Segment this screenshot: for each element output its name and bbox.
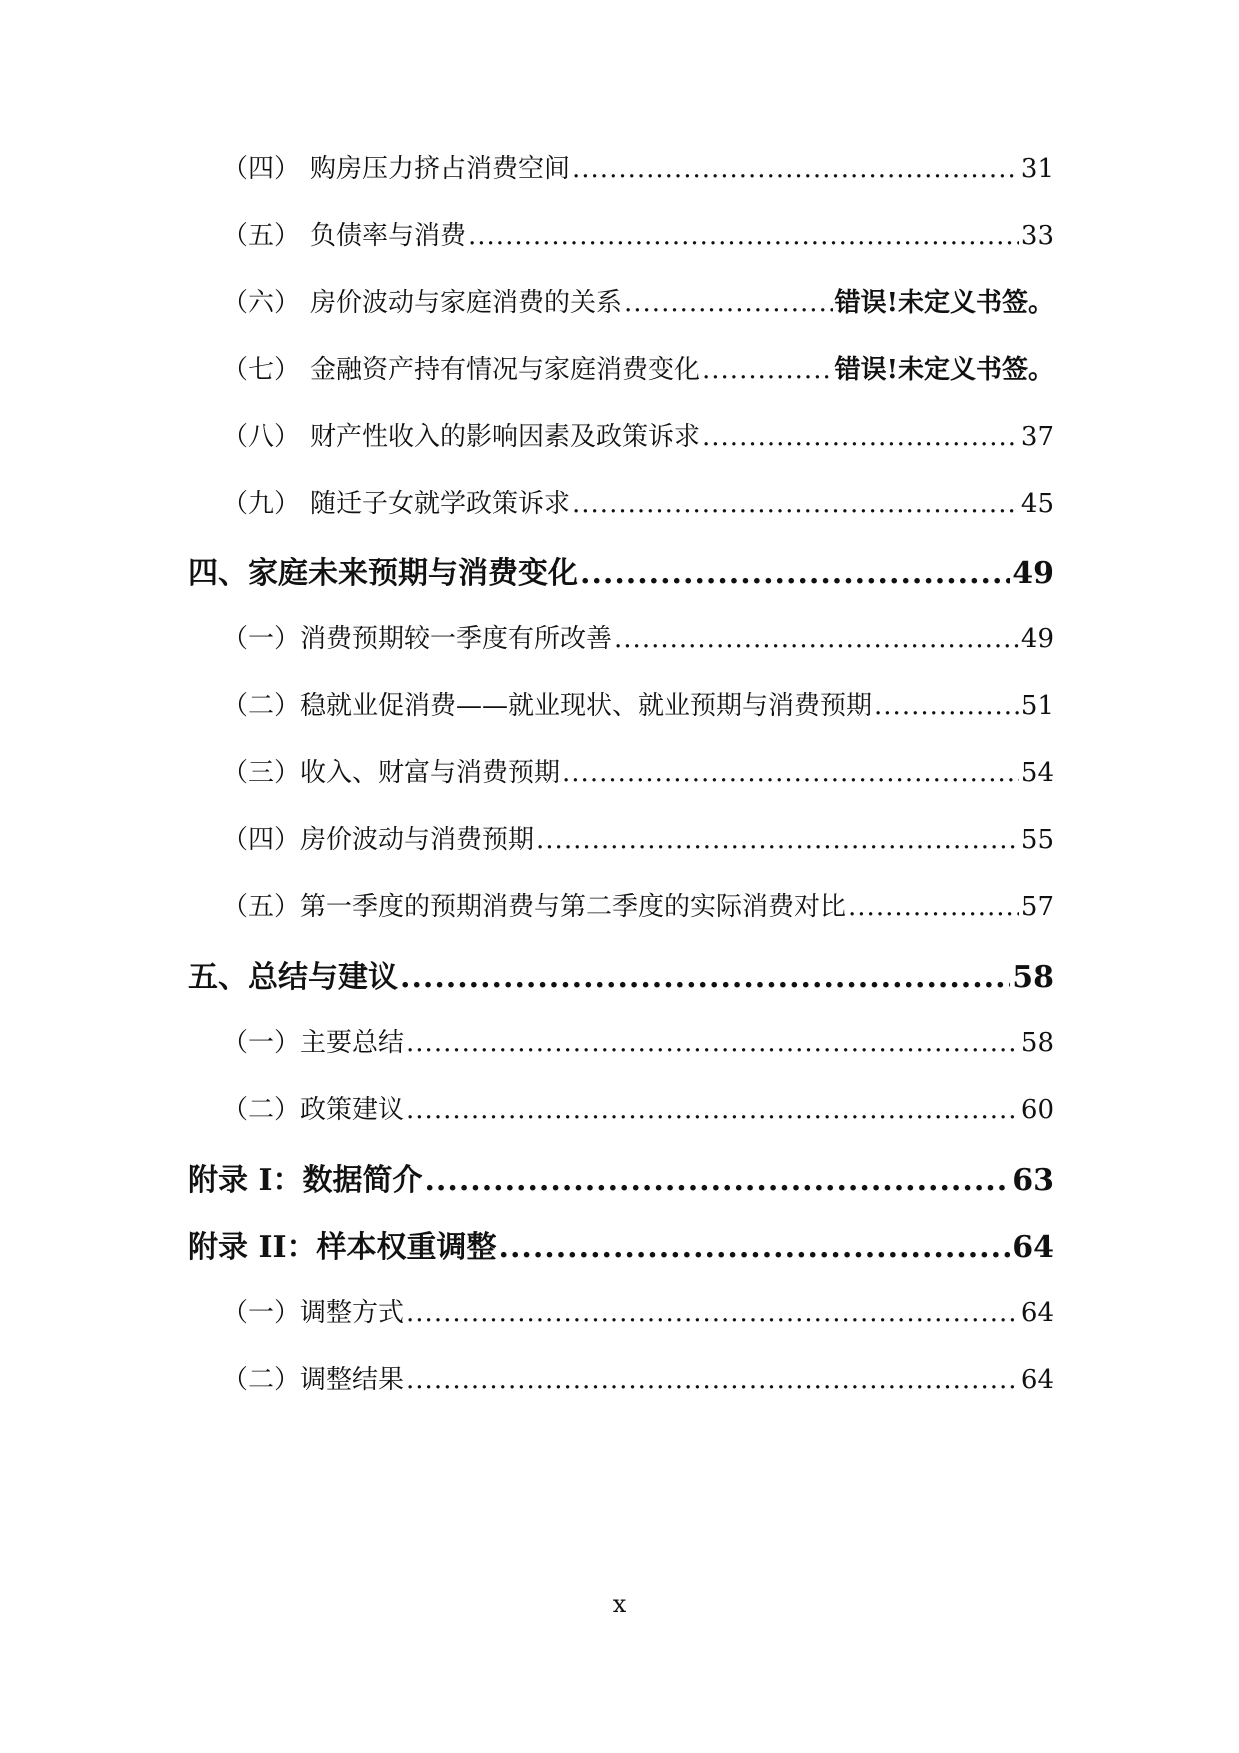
toc-entry[interactable]: [222, 618, 1054, 655]
page-footer-number: x: [612, 1590, 627, 1618]
toc-entry[interactable]: [222, 1022, 1054, 1059]
entry-title: 金融资产持有情况与家庭消费变化: [310, 355, 701, 385]
entry-title: 稳就业促消费——就业现状、就业预期与消费预期: [300, 691, 873, 721]
entry-number: （二）: [222, 691, 301, 721]
chapter-number: 附录 II：: [188, 1230, 317, 1265]
dot-leader: [702, 355, 833, 385]
entry-number: （七）: [222, 355, 301, 385]
chapter-number: 五、: [188, 960, 248, 995]
toc-chapter-entry[interactable]: [188, 548, 1054, 592]
entry-number: （一）: [222, 624, 301, 654]
chapter-title: 数据简介: [302, 1163, 423, 1198]
chapter-number: 四、: [188, 556, 248, 591]
entry-page-number: 57: [1020, 892, 1054, 922]
dot-leader: [406, 1298, 1019, 1328]
toc-chapter-entry[interactable]: [188, 1155, 1054, 1199]
entry-number: （四）: [222, 825, 301, 855]
entry-title: 主要总结: [300, 1028, 405, 1058]
dot-leader: [499, 1230, 1011, 1265]
entry-page-number: 58: [1020, 1028, 1054, 1058]
entry-number: （九）: [222, 489, 301, 519]
chapter-page-number: 63: [1012, 1163, 1054, 1198]
entry-page-number: 54: [1020, 758, 1054, 788]
entry-page-number: 45: [1020, 489, 1054, 519]
dot-leader: [572, 154, 1019, 184]
chapter-page-number: 64: [1012, 1230, 1054, 1265]
entry-number: （三）: [222, 758, 301, 788]
entry-number: （四）: [222, 154, 301, 184]
dot-leader: [406, 1095, 1019, 1125]
toc-entry[interactable]: [222, 752, 1054, 789]
entry-page-number: 31: [1020, 154, 1054, 184]
entry-number: （一）: [222, 1028, 301, 1058]
chapter-page-number: 49: [1012, 556, 1054, 591]
dot-leader: [536, 825, 1019, 855]
chapter-number: 附录 I：: [188, 1163, 303, 1198]
toc-entry[interactable]: [222, 349, 1054, 386]
toc-entry[interactable]: [222, 483, 1054, 520]
bookmark-error: 错误!未定义书签。: [834, 288, 1054, 318]
dot-leader: [572, 489, 1019, 519]
toc-chapter-entry[interactable]: [188, 1222, 1054, 1266]
entry-page-number: 60: [1020, 1095, 1054, 1125]
dot-leader: [580, 556, 1010, 591]
dot-leader: [468, 221, 1019, 251]
entry-page-number: 64: [1020, 1298, 1054, 1328]
entry-page-number: 55: [1020, 825, 1054, 855]
chapter-title: 样本权重调整: [316, 1230, 497, 1265]
dot-leader: [406, 1365, 1019, 1395]
entry-title: 第一季度的预期消费与第二季度的实际消费对比: [300, 892, 847, 922]
dot-leader: [424, 1163, 1010, 1198]
chapter-title: 家庭未来预期与消费变化: [248, 556, 578, 591]
entry-page-number: 33: [1020, 221, 1054, 251]
entry-title: 消费预期较一季度有所改善: [300, 624, 613, 654]
entry-page-number: 37: [1020, 422, 1054, 452]
entry-page-number: 49: [1020, 624, 1054, 654]
entry-title: 调整方式: [300, 1298, 405, 1328]
chapter-page-number: 58: [1012, 960, 1054, 995]
dot-leader: [702, 422, 1019, 452]
entry-number: （二）: [222, 1365, 301, 1395]
toc-entry[interactable]: [222, 819, 1054, 856]
entry-title: 政策建议: [300, 1095, 405, 1125]
dot-leader: [406, 1028, 1019, 1058]
entry-title: 随迁子女就学政策诉求: [310, 489, 571, 519]
entry-title: 调整结果: [300, 1365, 405, 1395]
toc-entry[interactable]: [222, 215, 1054, 252]
toc-chapter-entry[interactable]: [188, 952, 1054, 996]
dot-leader: [562, 758, 1019, 788]
toc-entry[interactable]: [222, 282, 1054, 319]
toc-entry[interactable]: [222, 1089, 1054, 1126]
entry-title: 财产性收入的影响因素及政策诉求: [310, 422, 701, 452]
toc-entry[interactable]: [222, 1292, 1054, 1329]
dot-leader: [848, 892, 1019, 922]
bookmark-error: 错误!未定义书签。: [834, 355, 1054, 385]
entry-page-number: 51: [1020, 691, 1054, 721]
dot-leader: [614, 624, 1019, 654]
entry-title: 房价波动与家庭消费的关系: [310, 288, 623, 318]
entry-number: （五）: [222, 892, 301, 922]
entry-page-number: 64: [1020, 1365, 1054, 1395]
dot-leader: [400, 960, 1010, 995]
toc-entry[interactable]: [222, 416, 1054, 453]
toc-entry[interactable]: [222, 886, 1054, 923]
toc-entry[interactable]: [222, 148, 1054, 185]
entry-number: （六）: [222, 288, 301, 318]
dot-leader: [874, 691, 1019, 721]
entry-number: （二）: [222, 1095, 301, 1125]
toc-entry[interactable]: [222, 1359, 1054, 1396]
entry-title: 房价波动与消费预期: [300, 825, 535, 855]
entry-title: 收入、财富与消费预期: [300, 758, 561, 788]
entry-title: 购房压力挤占消费空间: [310, 154, 571, 184]
entry-number: （八）: [222, 422, 301, 452]
entry-number: （五）: [222, 221, 301, 251]
entry-number: （一）: [222, 1298, 301, 1328]
entry-title: 负债率与消费: [310, 221, 467, 251]
chapter-title: 总结与建议: [248, 960, 398, 995]
toc-entry[interactable]: [222, 685, 1054, 722]
dot-leader: [624, 288, 833, 318]
